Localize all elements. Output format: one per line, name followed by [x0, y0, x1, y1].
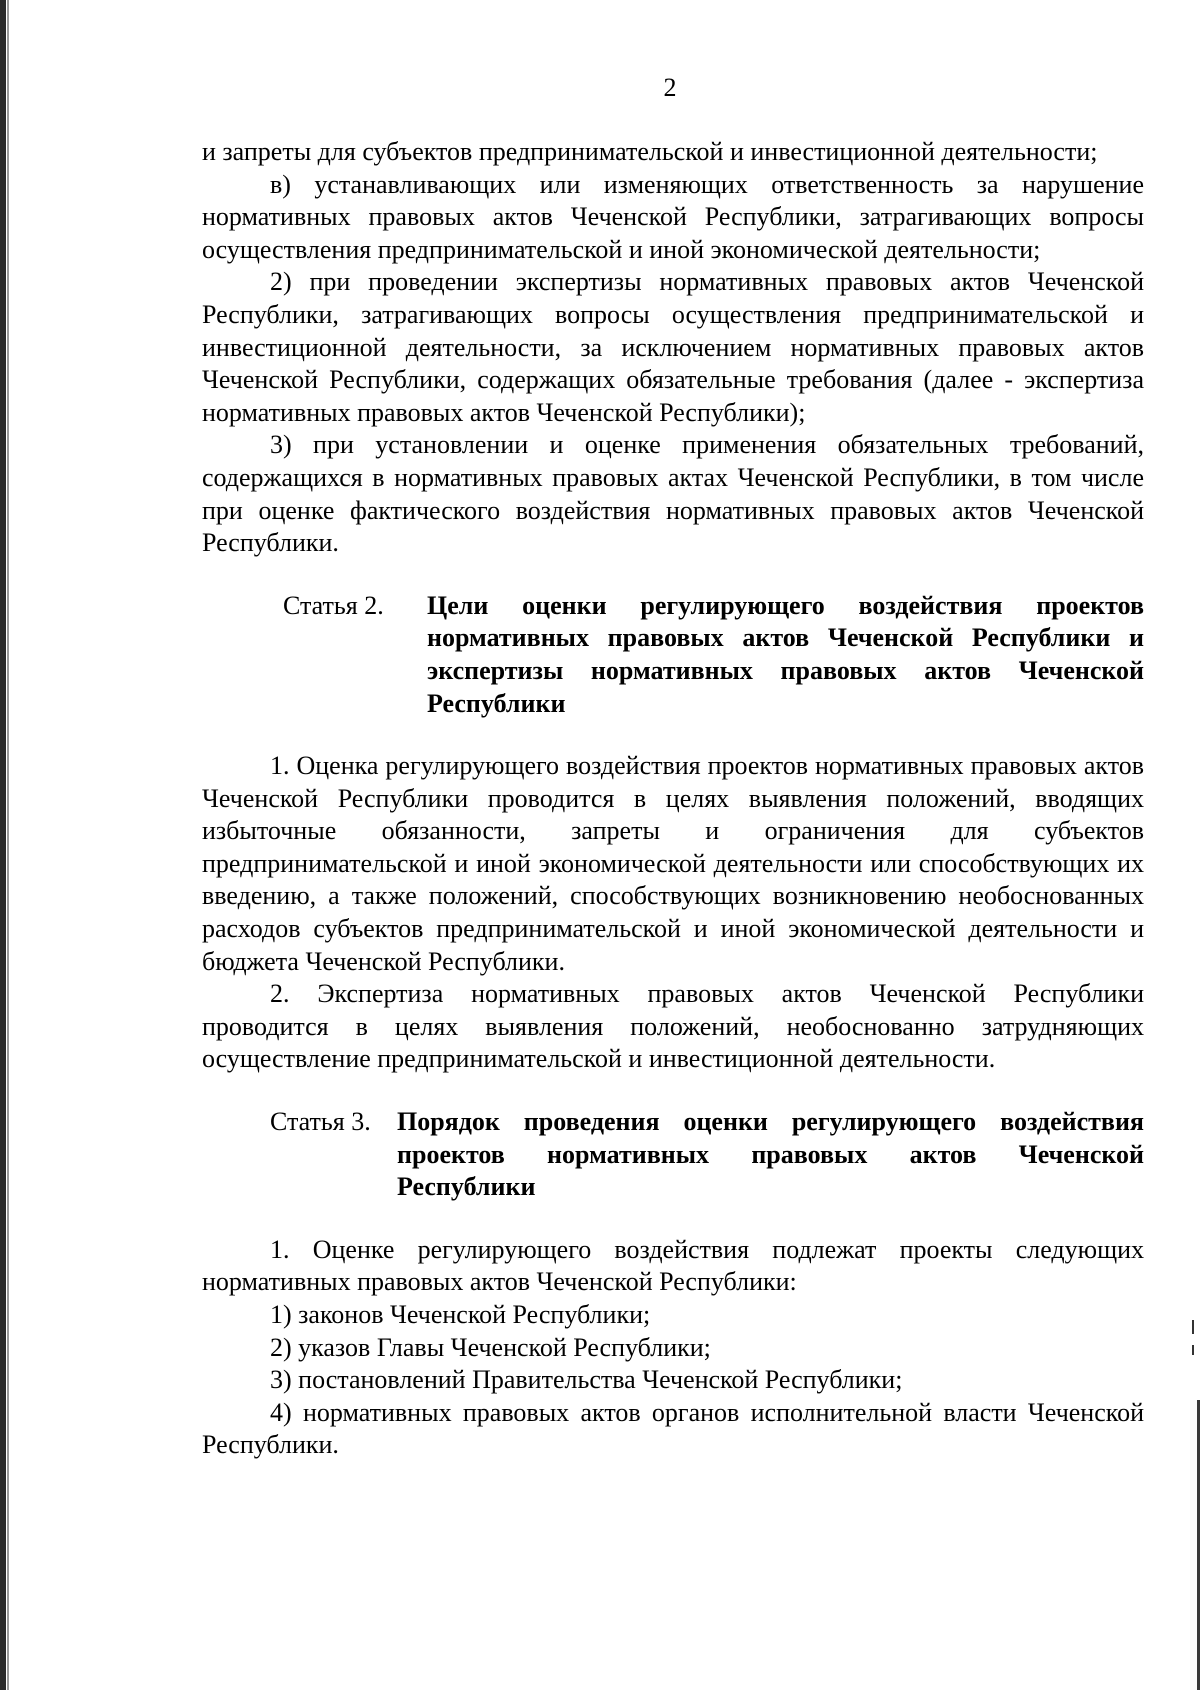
article-3-heading: [202, 1106, 1144, 1204]
paragraph: 2) при проведении экспертизы нормативных правовых актов Чеченской Республики, затрагивающих вопросы осуществления предпринимательской и инвестиционной деятельности, за исключением нормативных правовых актов Чеченской Республики, содержащих обязательные требования (далее - экспертиза нормативных правовых актов Чеченской Республики);: [202, 267, 1144, 427]
page-number: 2: [663, 73, 677, 102]
article-number: Статья 2.: [283, 590, 384, 620]
article-number: Статья 3.: [270, 1107, 371, 1137]
paragraph: 2. Экспертиза нормативных правовых актов Чеченской Республики проводится в целях выявления положений, необоснованно затрудняющих осуществление предпринимательской и инвестиционной деятельности.: [202, 979, 1144, 1074]
paragraph: 1. Оценке регулирующего воздействия подлежат проекты следующих нормативных правовых актов Чеченской Республики:: [202, 1234, 1144, 1297]
article-title: Порядок проведения оценки регулирующего воздействия проектов нормативных правовых актов Чеченской Республики: [397, 1107, 1144, 1202]
paragraph: 1. Оценка регулирующего воздействия проектов нормативных правовых актов Чеченской Республики проводится в целях выявления положений, вводящих избыточные обязанности, запреты и ограничения для субъектов предпринимательской и иной экономической деятельности или способствующих их введению, а также положений, способствующих возникновению необоснованных расходов субъектов предпринимательской и иной экономической деятельности и бюджета Чеченской Республики.: [202, 751, 1144, 976]
paragraph: 3) при установлении и оценке применения обязательных требований, содержащихся в нормативных правовых актах Чеченской Республики, в том числе при оценке фактического воздействия нормативных правовых актов Чеченской Республики.: [202, 430, 1144, 558]
list-item: 2) указов Главы Чеченской Республики;: [270, 1332, 711, 1362]
list-item: 4) нормативных правовых актов органов исполнительной власти Чеченской Республики.: [202, 1397, 1144, 1460]
list-item: 1) законов Чеченской Республики;: [270, 1300, 651, 1329]
scan-edge-left: [0, 0, 6, 1690]
paragraph: в) устанавливающих или изменяющих ответственность за нарушение нормативных правовых актов Чеченской Республики, затрагивающих вопросы осуществления предпринимательской и иной экономической деятельности;: [202, 169, 1144, 264]
scan-edge-left-inner: [7, 0, 9, 1690]
article-title: Цели оценки регулирующего воздействия проектов нормативных правовых актов Чеченской Республики и экспертизы нормативных правовых актов Чеченской Республики: [427, 590, 1144, 718]
scan-mark: [1192, 1320, 1194, 1334]
article-2-heading: [202, 590, 1144, 720]
list-item: 3) постановлений Правительства Чеченской Республики;: [270, 1365, 903, 1395]
document-body: [202, 136, 1144, 1462]
paragraph: и запреты для субъектов предпринимательской и инвестиционной деятельности;: [202, 137, 1098, 166]
scan-mark: [1192, 1345, 1194, 1355]
